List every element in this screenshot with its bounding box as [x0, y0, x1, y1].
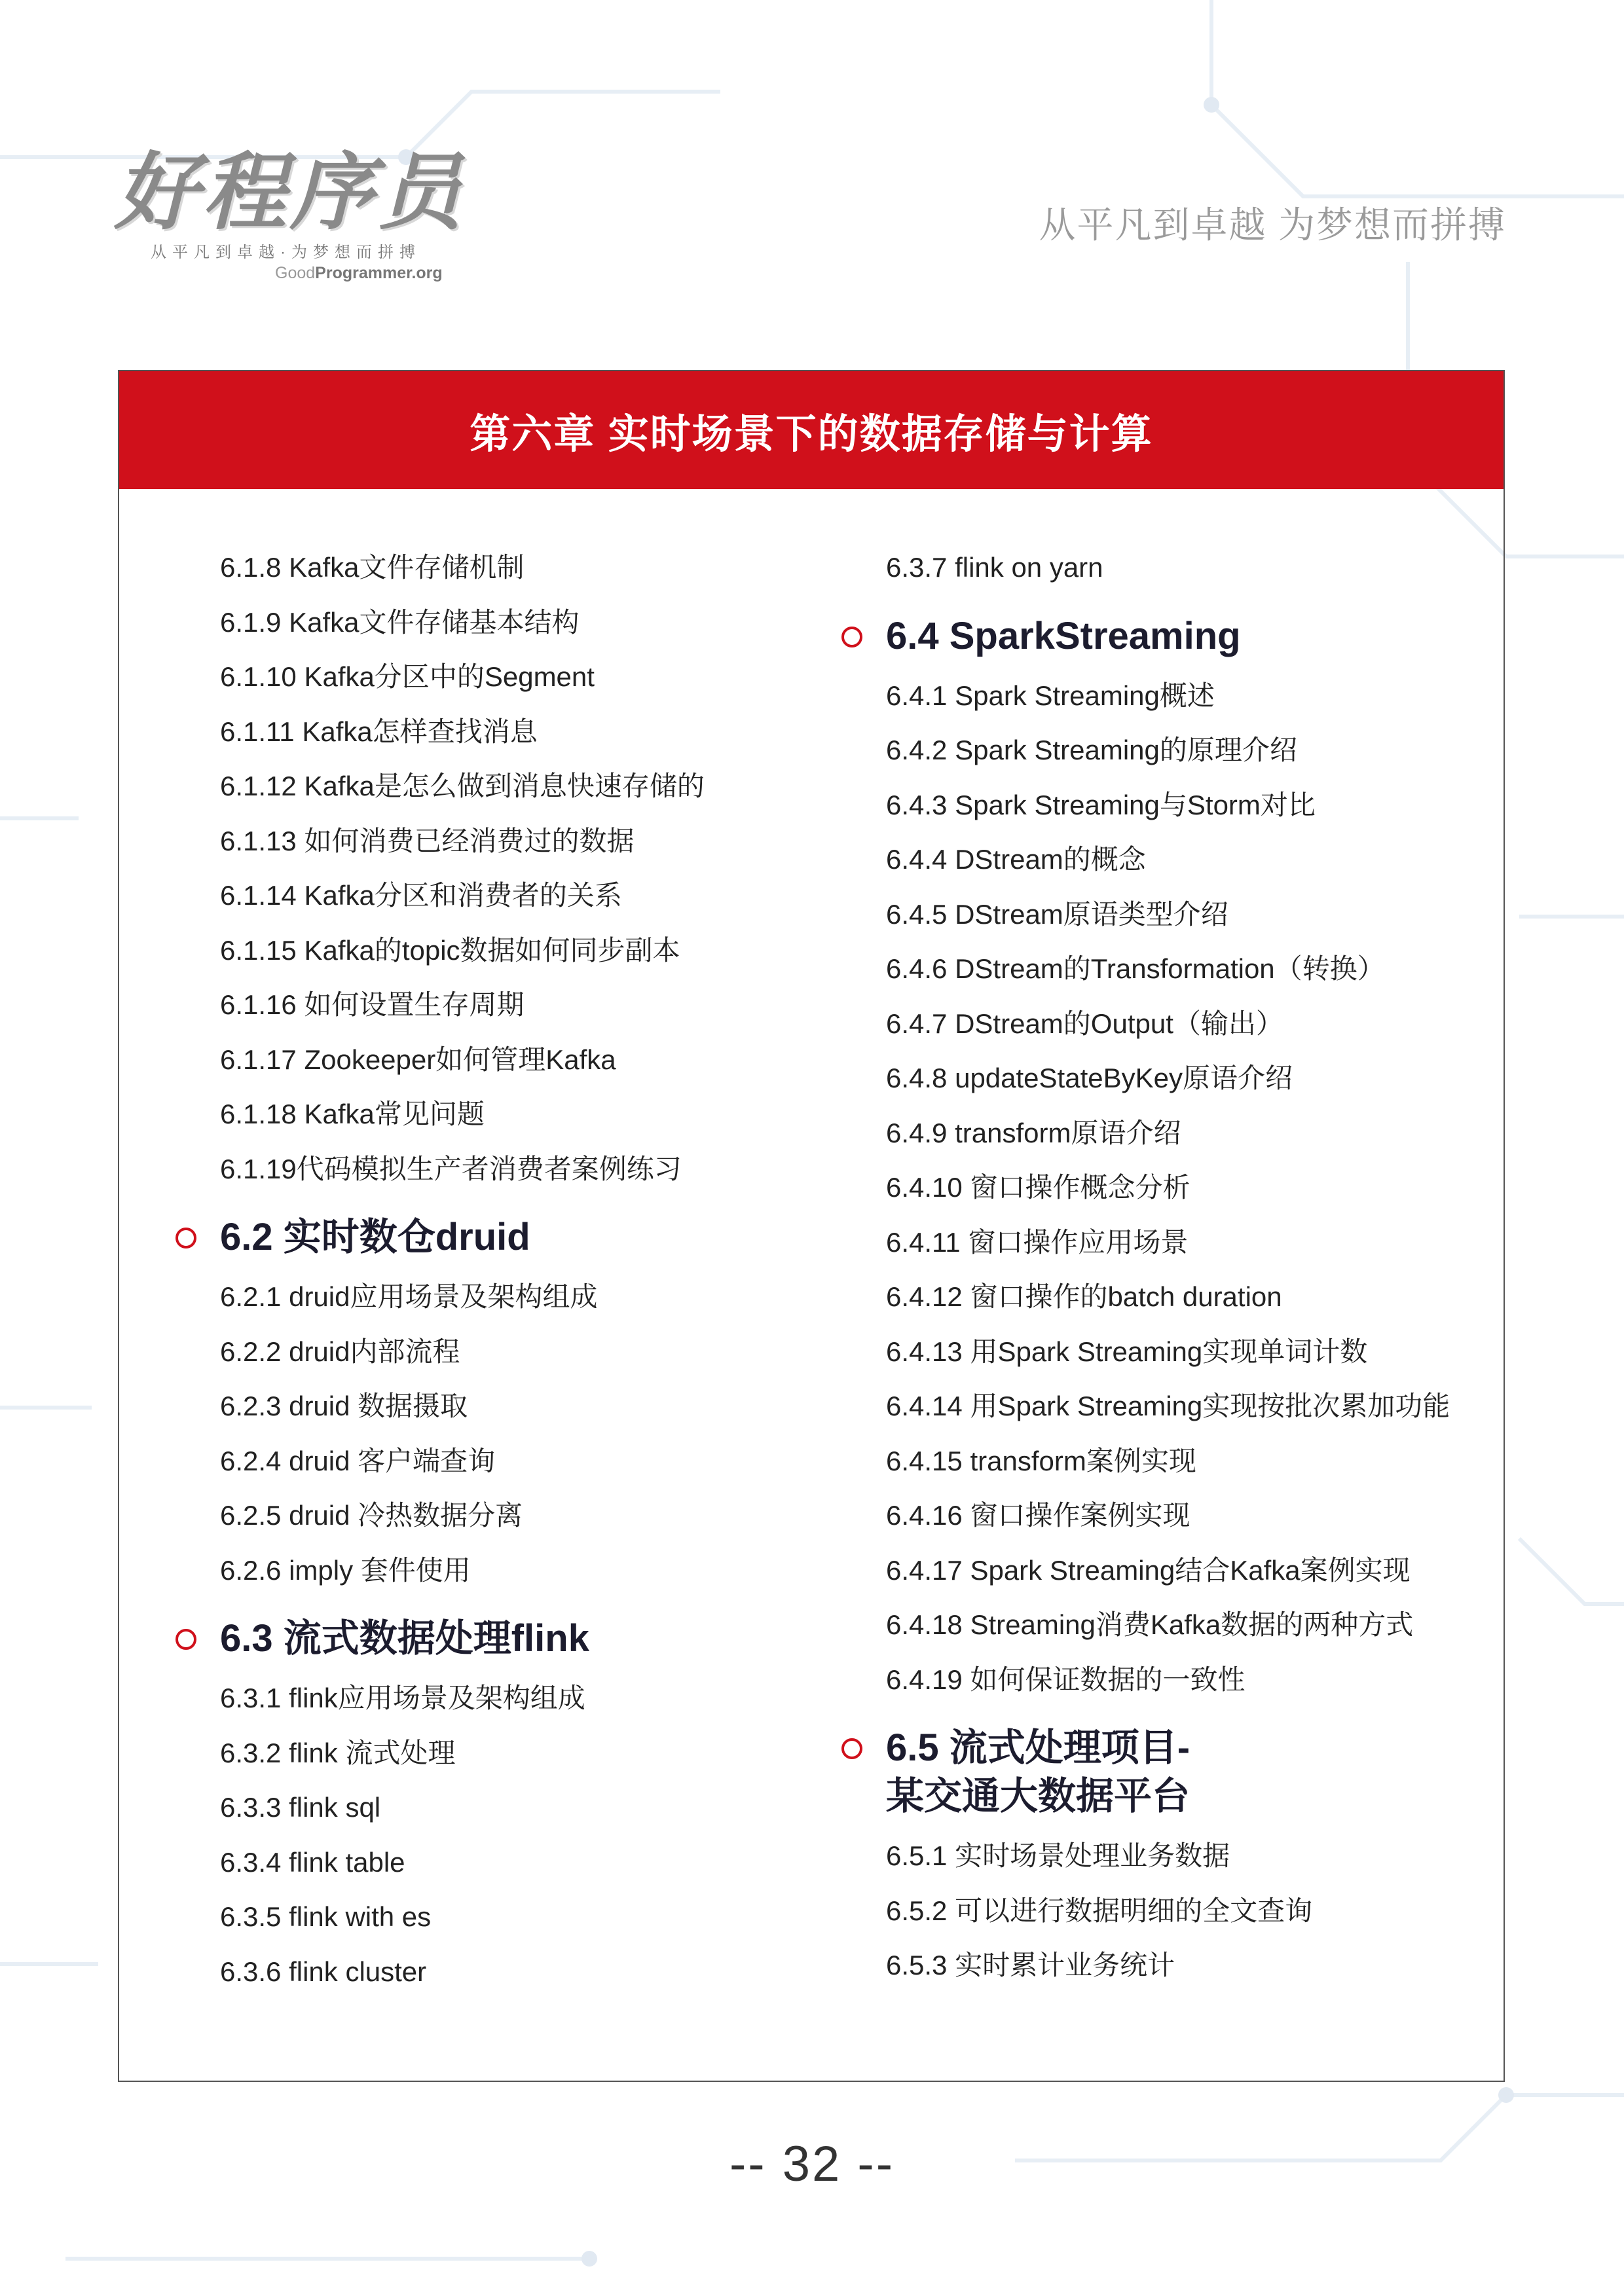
- toc-item: 6.4.5 DStream原语类型介绍: [886, 898, 1228, 930]
- toc-item: 6.3.7 flink on yarn: [886, 552, 1103, 583]
- section-heading-line1: 6.5 流式处理项目-: [886, 1726, 1190, 1769]
- chapter-title: 第六章 实时场景下的数据存储与计算: [470, 411, 1153, 457]
- toc-item: 6.2.4 druid 客户端查询: [220, 1445, 496, 1476]
- toc-item: 6.2.5 druid 冷热数据分离: [220, 1500, 523, 1531]
- section-heading-6-5: [841, 1724, 1496, 1821]
- toc-item: 6.1.19代码模拟生产者消费者案例练习: [220, 1153, 682, 1184]
- toc-item: 6.4.2 Spark Streaming的原理介绍: [886, 735, 1297, 765]
- toc-item: 6.1.17 Zookeeper如何管理Kafka: [220, 1044, 616, 1075]
- section-heading-line2: 某交通大数据平台: [886, 1775, 1190, 1817]
- toc-item: 6.1.9 Kafka文件存储基本结构: [220, 606, 580, 638]
- toc-item: 6.4.13 用Spark Streaming实现单词计数: [886, 1336, 1368, 1367]
- toc-item: 6.4.12 窗口操作的batch duration: [886, 1281, 1282, 1312]
- toc-item: 6.4.8 updateStateByKey原语介绍: [886, 1063, 1293, 1093]
- section-heading-text: 6.4 SparkStreaming: [886, 614, 1241, 657]
- toc-item: 6.2.6 imply 套件使用: [220, 1554, 471, 1586]
- bullet-circle-icon: [841, 627, 862, 647]
- toc-item: 6.5.1 实时场景处理业务数据: [886, 1840, 1230, 1871]
- logo-site-main: Programmer.org: [315, 264, 443, 282]
- toc-item: 6.1.18 Kafka常见问题: [220, 1099, 485, 1129]
- toc-item: 6.4.19 如何保证数据的一致性: [886, 1664, 1246, 1695]
- toc-item: 6.4.7 DStream的Output（输出）: [886, 1008, 1283, 1039]
- toc-item: 6.3.4 flink table: [220, 1846, 405, 1878]
- toc-list-6-3-cont: [841, 540, 1496, 595]
- logo-site-prefix: Good: [275, 264, 316, 282]
- toc-item: 6.4.10 窗口操作概念分析: [886, 1172, 1190, 1203]
- bullet-circle-icon: [175, 1629, 196, 1650]
- section-heading-6-2: [175, 1213, 830, 1262]
- chapter-header-bar: [119, 371, 1504, 489]
- toc-item: 6.4.9 transform原语介绍: [886, 1117, 1181, 1148]
- toc-item: 6.2.2 druid内部流程: [220, 1336, 460, 1367]
- toc-item: 6.3.1 flink应用场景及架构组成: [220, 1683, 585, 1713]
- toc-item: 6.3.6 flink cluster: [220, 1956, 427, 1987]
- toc-item: 6.4.11 窗口操作应用场景: [886, 1226, 1189, 1258]
- logo-site: [275, 264, 443, 283]
- toc-item: 6.4.18 Streaming消费Kafka数据的两种方式: [886, 1609, 1414, 1640]
- toc-item: 6.1.11 Kafka怎样查找消息: [220, 716, 538, 747]
- toc-item: 6.4.17 Spark Streaming结合Kafka案例实现: [886, 1554, 1411, 1586]
- toc-item: 6.1.10 Kafka分区中的Segment: [220, 661, 595, 692]
- section-heading-6-3: [175, 1614, 830, 1663]
- toc-item: 6.4.4 DStream的概念: [886, 844, 1146, 875]
- toc-item: 6.4.14 用Spark Streaming实现按批次累加功能: [886, 1391, 1450, 1421]
- toc-left-column: [175, 540, 830, 1999]
- toc-item: 6.1.13 如何消费已经消费过的数据: [220, 825, 635, 856]
- logo-text: 好程序员: [115, 146, 466, 240]
- toc-item: 6.1.16 如何设置生存周期: [220, 989, 525, 1020]
- toc-item: 6.1.15 Kafka的topic数据如何同步副本: [220, 934, 680, 966]
- toc-item: 6.5.3 实时累计业务统计: [886, 1950, 1175, 1980]
- section-heading-text: 6.2 实时数仓druid: [220, 1216, 530, 1258]
- toc-item: 6.1.12 Kafka是怎么做到消息快速存储的: [220, 771, 705, 801]
- toc-list-6-1: [175, 540, 830, 1196]
- section-heading-text: [886, 1724, 1496, 1821]
- toc-item: 6.5.2 可以进行数据明细的全文查询: [886, 1895, 1313, 1926]
- toc-item: 6.4.3 Spark Streaming与Storm对比: [886, 789, 1316, 820]
- toc-item: 6.4.16 窗口操作案例实现: [886, 1500, 1190, 1531]
- logo-tagline: 从平凡到卓越·为梦想而拼搏: [151, 244, 421, 261]
- bullet-circle-icon: [841, 1738, 862, 1759]
- toc-list-6-5: [841, 1829, 1496, 1993]
- toc-list-6-4: [841, 668, 1496, 1707]
- toc-item: 6.4.6 DStream的Transformation（转换）: [886, 953, 1385, 984]
- page-number: -- 32 --: [729, 2136, 895, 2192]
- toc-item: 6.4.1 Spark Streaming概述: [886, 680, 1215, 711]
- toc-item: 6.2.3 druid 数据摄取: [220, 1391, 468, 1421]
- toc-item: 6.3.5 flink with es: [220, 1901, 432, 1932]
- toc-item: 6.3.3 flink sql: [220, 1792, 381, 1823]
- bullet-circle-icon: [175, 1228, 196, 1248]
- header-slogan: 从平凡到卓越 为梦想而拼搏: [1039, 204, 1506, 246]
- brand-logo: [115, 146, 466, 285]
- section-heading-text: 6.3 流式数据处理flink: [220, 1617, 589, 1660]
- section-heading-6-4: [841, 612, 1496, 661]
- toc-right-column: [841, 540, 1496, 1993]
- toc-item: 6.2.1 druid应用场景及架构组成: [220, 1281, 598, 1312]
- toc-item: 6.1.14 Kafka分区和消费者的关系: [220, 880, 622, 911]
- toc-list-6-3: [175, 1671, 830, 1999]
- toc-list-6-2: [175, 1269, 830, 1597]
- toc-item: 6.4.15 transform案例实现: [886, 1445, 1196, 1476]
- toc-item: 6.3.2 flink 流式处理: [220, 1737, 456, 1768]
- toc-item: 6.1.8 Kafka文件存储机制: [220, 552, 525, 583]
